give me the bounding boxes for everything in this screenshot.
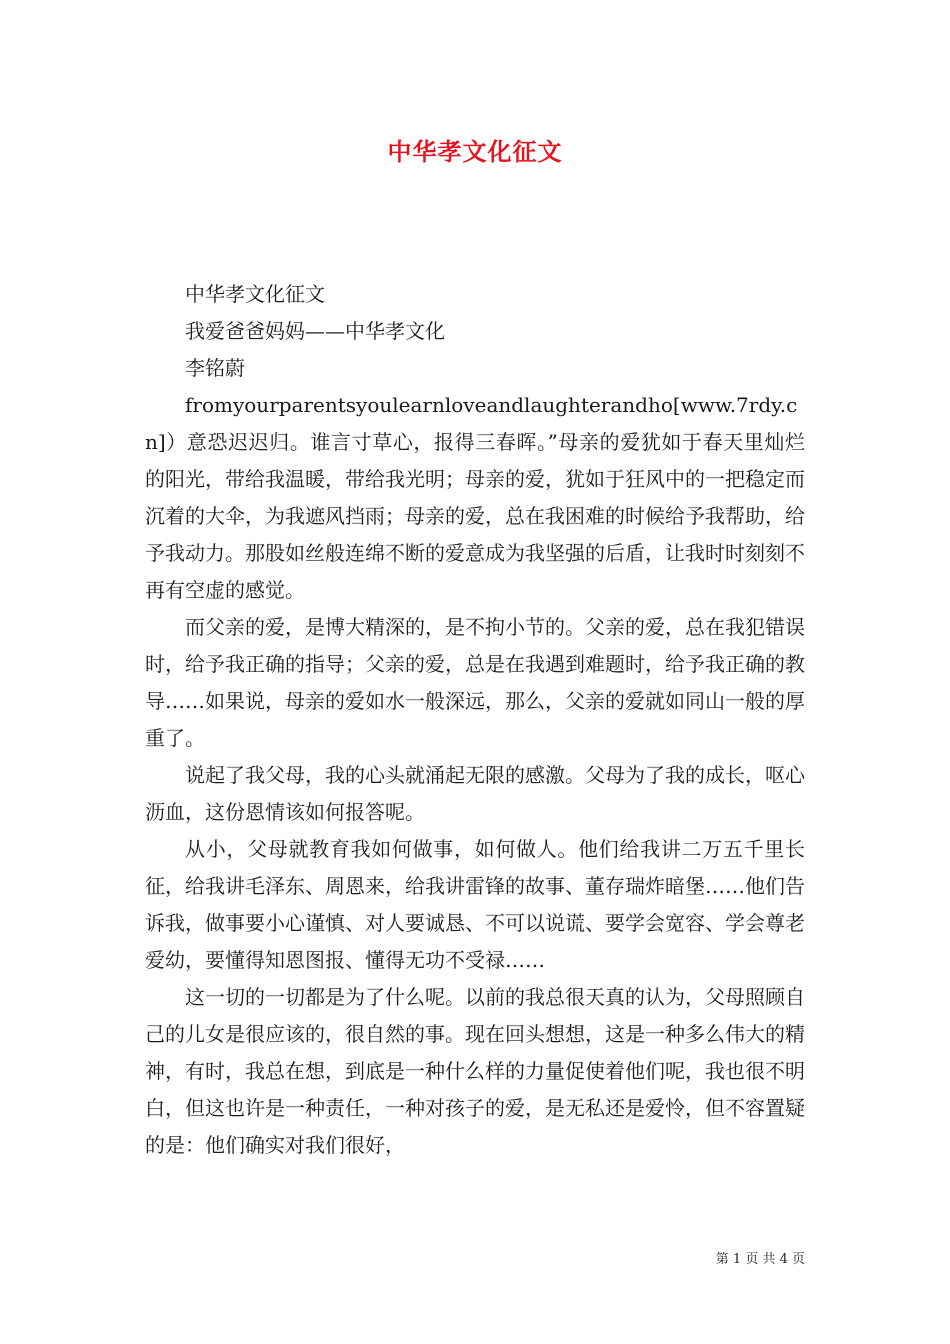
paragraph-upbringing: 从小，父母就教育我如何做事，如何做人。他们给我讲二万五千里长征，给我讲毛泽东、周恩来，给我讲雷锋的故事、董存瑞炸暗堡……他们告诉我，做事要小心谨慎、对人要诚恳、不可以说谎、要学会宽容、学会尊老爱幼，要懂得知恩图报、懂得无功不受禄…… xyxy=(145,837,805,972)
paragraph-author: 李铭蔚 xyxy=(185,356,245,380)
document-body xyxy=(145,276,805,1164)
paragraph-gratitude: 说起了我父母，我的心头就涌起无限的感激。父母为了我的成长，呕心沥血，这份恩情该如何报答呢。 xyxy=(145,763,805,824)
paragraph-father-love: 而父亲的爱，是博大精深的，是不拘小节的。父亲的爱，总在我犯错误时，给予我正确的指导；父亲的爱，总是在我遇到难题时，给予我正确的教导……如果说，母亲的爱如水一般深远，那么，父亲的爱就如同山一般的厚重了。 xyxy=(145,615,805,750)
paragraph-subtitle: 我爱爸爸妈妈——中华孝文化 xyxy=(185,319,445,343)
page-number-footer: 第 1 页 共 4 页 xyxy=(715,1252,805,1267)
paragraph-heading: 中华孝文化征文 xyxy=(185,282,325,306)
paragraph-reflection: 这一切的一切都是为了什么呢。以前的我总很天真的认为，父母照顾自己的儿女是很应该的，很自然的事。现在回头想想，这是一种多么伟大的精神，有时，我总在想，到底是一种什么样的力量促使着他们呢，我也很不明白，但这也许是一种责任，一种对孩子的爱，是无私还是爱怜，但不容置疑的是：他们确实对我们很好， xyxy=(145,985,805,1157)
document-title: 中华孝文化征文 xyxy=(387,137,563,166)
paragraph-mother-love: fromyourparentsyoulearnloveandlaughterandho[www.7rdy.cn]）意恐迟迟归。谁言寸草心，报得三春晖。”母亲的爱犹如于春天里灿烂的阳光，带给我温暖，带给我光明；母亲的爱，犹如于狂风中的一把稳定而沉着的大伞，为我遮风挡雨；母亲的爱，总在我困难的时候给予我帮助，给予我动力。那股如丝般连绵不断的爱意成为我坚强的后盾，让我时时刻刻不再有空虚的感觉。 xyxy=(145,393,805,602)
